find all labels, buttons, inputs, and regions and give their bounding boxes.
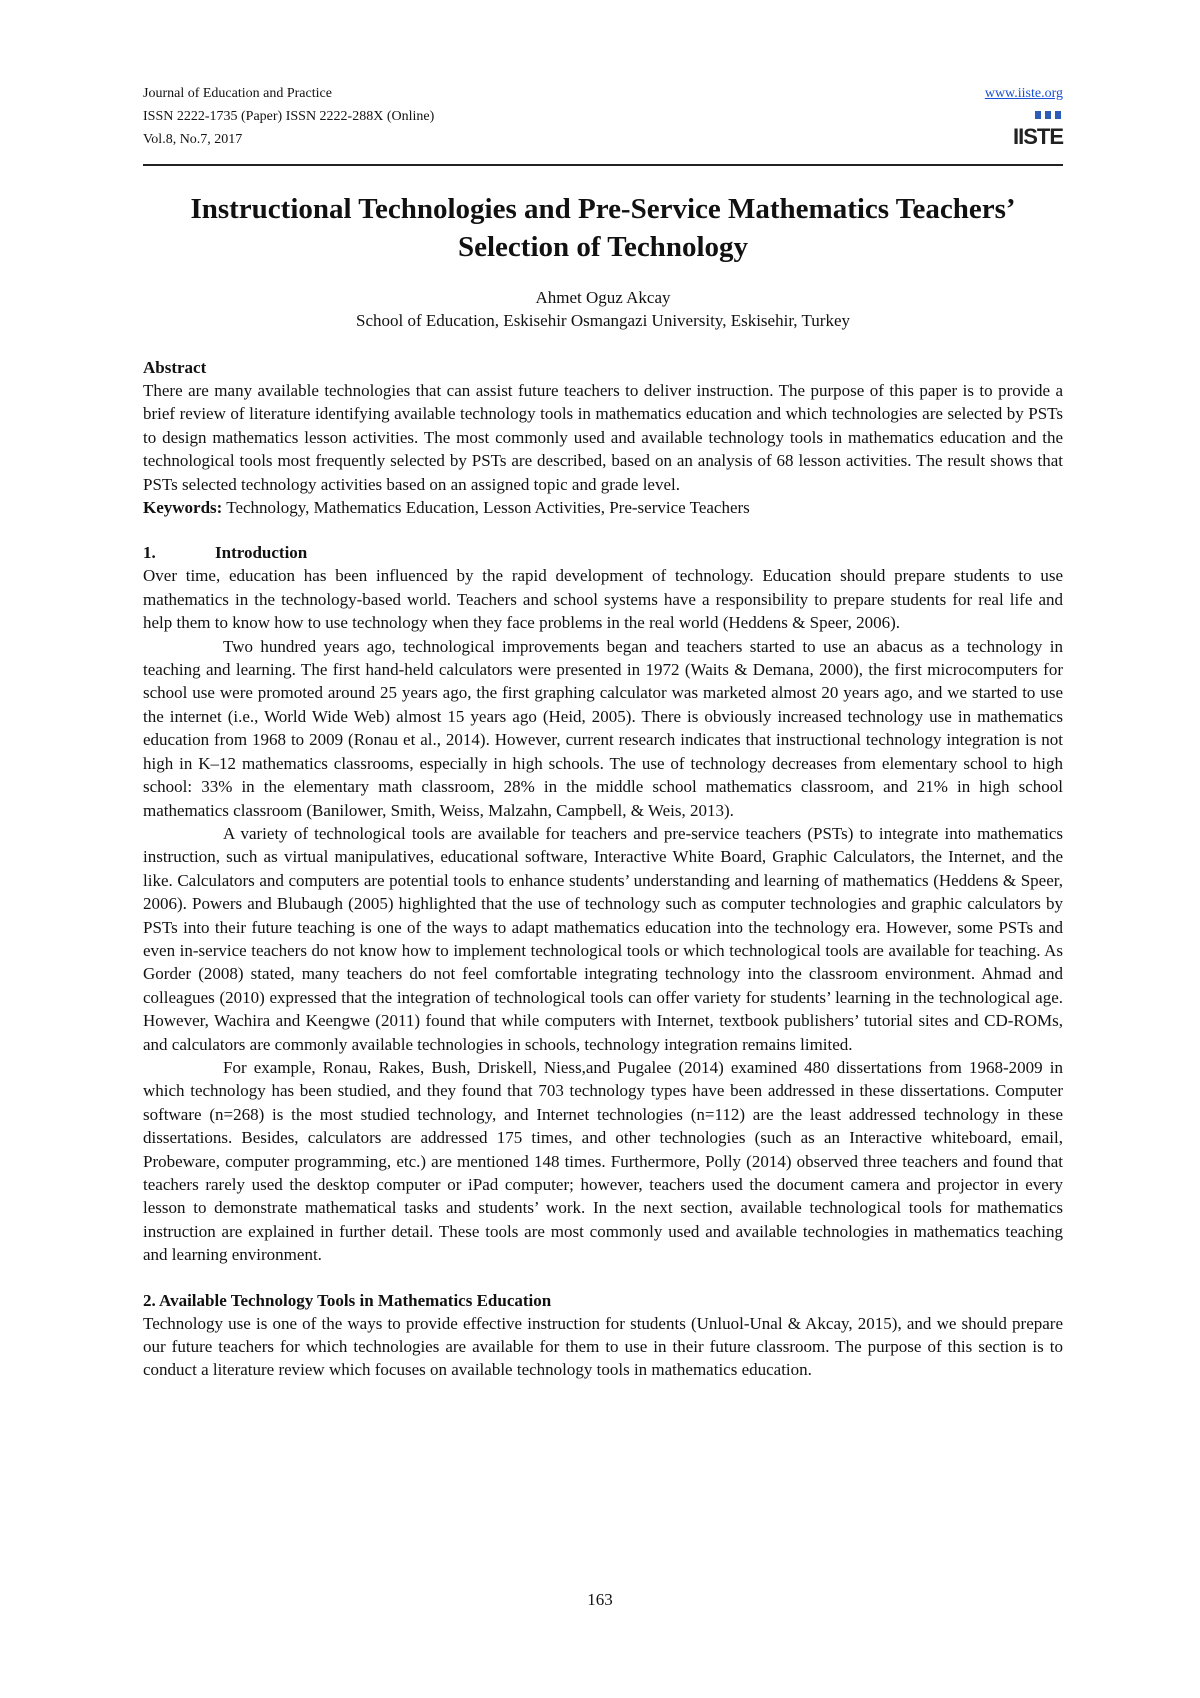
- header-divider: [143, 164, 1063, 166]
- journal-url-link[interactable]: www.iiste.org: [984, 86, 1063, 101]
- author-name: Ahmet Oguz Akcay: [535, 288, 671, 307]
- journal-header: [143, 82, 1063, 150]
- author-affiliation: School of Education, Eskisehir Osmangazi University, Eskisehir, Turkey: [356, 311, 850, 330]
- page-number: 163: [587, 1590, 613, 1609]
- section-2-paragraph: Technology use is one of the ways to provide effective instruction for students (Unluol-Unal & Akcay, 2015), and we should prepare our future teachers for which technologies are available for them to use in their future classroom. The purpose of this section is to conduct a literature review which focuses on available technology tools in mathematics education.: [143, 1313, 1063, 1380]
- intro-paragraph-4: For example, Ronau, Rakes, Bush, Driskell, Niess,and Pugalee (2014) examined 480 dissertations from 1968-2009 in which technology has been studied, and they found that 703 technology types have been addressed in these dissertations. Computer software (n=268) is the most studied technology, and Internet technologies (n=112) are the least addressed technology in these dissertations. Besides, calculators are addressed 175 times, and other technologies (such as an Interactive whiteboard, email, Probeware, computer programming, etc.) are mentioned 148 times. Furthermore, Polly (2014) observed three teachers and found that teachers rarely used the desktop computer or iPad computer; however, teachers used the document camera and projector in every lesson to demonstrate mathematical tasks and students’ work. In the next section, available technological tools for mathematics instruction are explained in further detail. These tools are most commonly used and available technologies in mathematics teaching and learning environment.: [143, 1057, 1063, 1265]
- iiste-logo: IISTE: [1023, 111, 1063, 149]
- section-1-title: Introduction: [215, 543, 308, 563]
- issn-line: ISSN 2222-1735 (Paper) ISSN 2222-288X (Online): [143, 109, 435, 124]
- paper-page: [143, 82, 1063, 1382]
- paper-title: Instructional Technologies and Pre-Service Mathematics Teachers’ Selection of Technology: [190, 193, 1016, 263]
- keywords-label: Keywords:: [143, 498, 223, 518]
- keywords-line: [143, 496, 1063, 519]
- abstract-text: There are many available technologies that can assist future teachers to deliver instruction. The purpose of this paper is to provide a brief review of literature identifying available technology tools in mathematics education and which technologies are selected by PSTs to design mathematics lesson activities. The most commonly used and available technology tools in mathematics education and the technological tools most frequently selected by PSTs are described, based on an analysis of 68 lesson activities. The result shows that PSTs selected technology activities based on an assigned topic and grade level.: [143, 381, 1063, 494]
- section-2-heading: 2. Available Technology Tools in Mathematics Education: [143, 1290, 552, 1310]
- section-1-heading: [143, 541, 1063, 564]
- volume-line: Vol.8, No.7, 2017: [143, 132, 243, 147]
- intro-paragraph-3: A variety of technological tools are available for teachers and pre-service teachers (PSTs) to integrate into mathematics instruction, such as virtual manipulatives, educational software, Interactive White Board, Graphic Calculators, the Internet, and the like. Calculators and computers are potential tools to enhance students’ understanding and learning of mathematics (Heddens & Speer, 2006). Powers and Blubaugh (2005) highlighted that the use of technology such as computer technologies and graphic calculators by PSTs into their future teaching is one of the ways to adapt mathematics education into the technology era. However, some PSTs and even in-service teachers do not know how to implement technological tools or which technological tools are available for teaching. As Gorder (2008) stated, many teachers do not feel comfortable integrating technology into the classroom environment. Ahmad and colleagues (2010) expressed that the integration of technological tools can offer variety for students’ learning in the technological age. However, Wachira and Keengwe (2011) found that while computers with Internet, textbook publishers’ tutorial sites and CD-ROMs, and calculators are commonly available technologies in schools, technology integration remains limited.: [143, 823, 1063, 1054]
- section-1-number: 1.: [143, 543, 156, 563]
- intro-paragraph-2: Two hundred years ago, technological improvements began and teachers started to use an abacus as a technology in teaching and learning. The first hand-held calculators were presented in 1972 (Waits & Demana, 2000), the first microcomputers for school use were promoted around 25 years ago, the first graphing calculator was marketed almost 20 years ago, and we started to use the internet (i.e., World Wide Web) almost 15 years ago (Heid, 2005). There is obviously increased technology use in mathematics education from 1968 to 2009 (Ronau et al., 2014). However, current research indicates that instructional technology integration is not high in K–12 mathematics classrooms, especially in high schools. The use of technology decreases from elementary school to high school: 33% in the elementary math classroom, 28% in the middle school mathematics classroom, and 21% in high school mathematics classroom (Banilower, Smith, Weiss, Malzahn, Campbell, & Weis, 2013).: [143, 636, 1063, 820]
- abstract-heading: Abstract: [143, 358, 207, 377]
- keywords-list: Technology, Mathematics Education, Lesson Activities, Pre-service Teachers: [222, 498, 750, 518]
- intro-paragraph-1: Over time, education has been influenced by the rapid development of technology. Education should prepare students to use mathematics in the technology-based world. Teachers and school systems have a responsibility to prepare students for real life and help them to know how to use technology when they face problems in the real world (Heddens & Speer, 2006).: [143, 566, 1063, 633]
- journal-name: Journal of Education and Practice: [143, 86, 332, 101]
